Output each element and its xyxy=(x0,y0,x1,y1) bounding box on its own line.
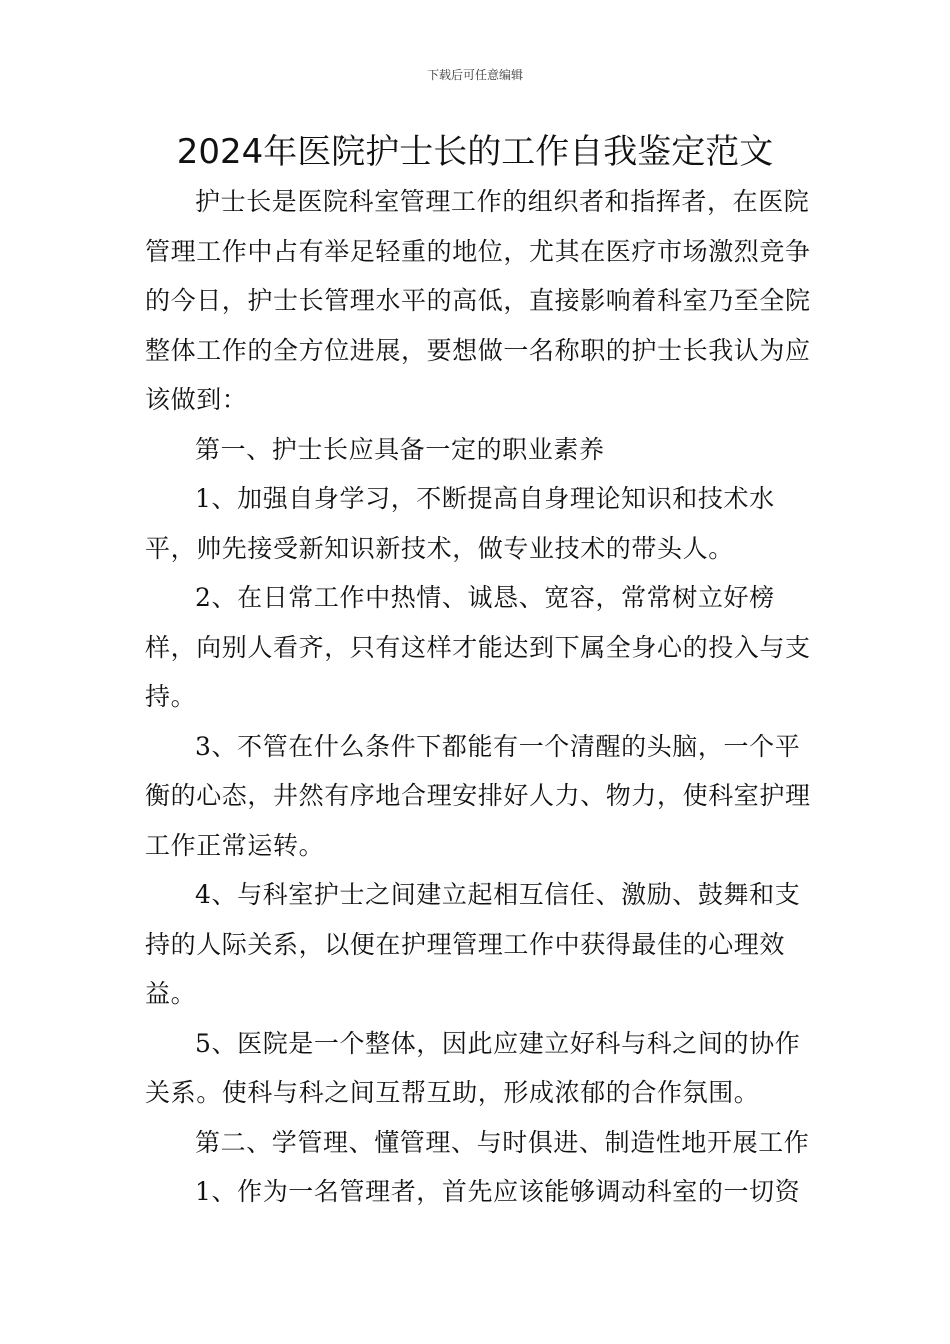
paragraph-item: 3、不管在什么条件下都能有一个清醒的头脑，一个平衡的心态，井然有序地合理安排好人力、物力，使科室护理工作正常运转。 xyxy=(145,731,811,860)
paragraph-item: 4、与科室护士之间建立起相互信任、激励、鼓舞和支持的人际关系，以便在护理管理工作中获得最佳的心理效益。 xyxy=(145,880,801,1008)
paragraph-section-one-heading: 第一、护士长应具备一定的职业素养 xyxy=(195,434,605,464)
header-note: 下载后可任意编辑 xyxy=(426,68,523,82)
document-body xyxy=(145,177,815,1217)
paragraph-item: 1、作为一名管理者，首先应该能够调动科室的一切资 xyxy=(195,1177,801,1206)
document-title: 2024年医院护士长的工作自我鉴定范文 xyxy=(176,132,774,172)
paragraph-item: 2、在日常工作中热情、诚恳、宽容，常常树立好榜样，向别人看齐，只有这样才能达到下属全身心的投入与支持。 xyxy=(145,583,811,711)
paragraph-section-two-heading: 第二、学管理、懂管理、与时俱进、制造性地开展工作 xyxy=(195,1127,810,1157)
paragraph-item: 5、医院是一个整体，因此应建立好科与科之间的协作关系。使科与科之间互帮互助，形成浓郁的合作氛围。 xyxy=(145,1028,801,1107)
paragraph-intro: 护士长是医院科室管理工作的组织者和指挥者，在医院管理工作中占有举足轻重的地位，尤其在医疗市场激烈竞争的今日，护士长管理水平的高低，直接影响着科室乃至全院整体工作的全方位进展，要想做一名称职的护士长我认为应该做到： xyxy=(145,187,811,414)
paragraph-item: 1、加强自身学习，不断提高自身理论知识和技术水平，帅先接受新知识新技术，做专业技术的带头人。 xyxy=(145,484,775,563)
